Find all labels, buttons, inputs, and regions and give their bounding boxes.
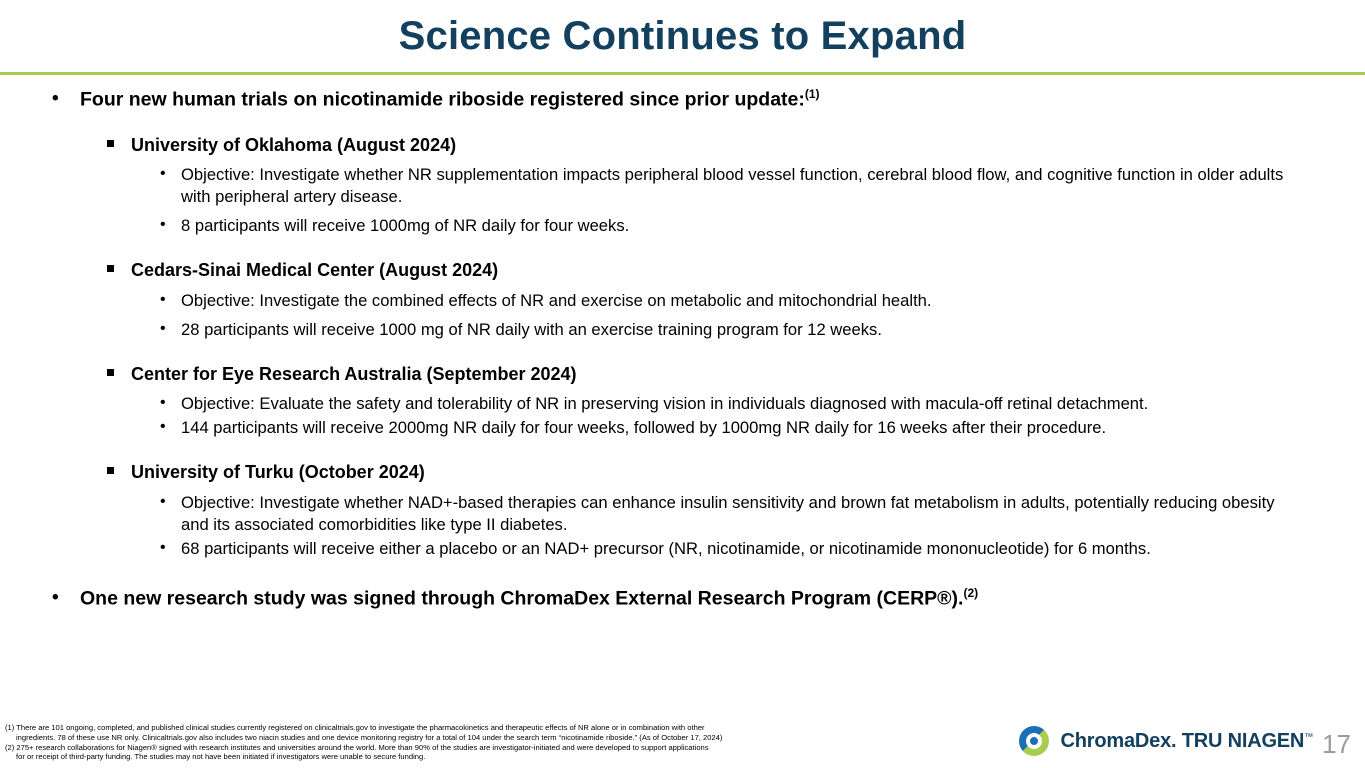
trial-detail-text: 68 participants will receive either a placebo or an NAD+ precursor (NR, nicotinamide, or nicotinamide mononucleotide) for 6 months. xyxy=(181,539,1151,558)
bullet-dot-icon: • xyxy=(160,539,166,556)
bullet-dot-icon: • xyxy=(160,319,166,337)
lead-bullet xyxy=(0,87,1365,112)
trial-name xyxy=(0,259,1365,282)
bullet-dot-icon: • xyxy=(160,492,166,510)
footnote-line: for or receipt of third-party funding. The studies may not have been initiated if investigators were unable to secure funding. xyxy=(16,752,426,762)
square-bullet-icon xyxy=(107,369,114,376)
trial-name xyxy=(0,461,1365,484)
product-name: TRU NIAGEN xyxy=(1181,729,1305,752)
trial-detail-text: Objective: Investigate whether NR supplementation impacts peripheral blood vessel function, cerebral blood flow, and cognitive function in older adults with peripheral artery disease. xyxy=(181,165,1284,207)
page-number: 17 xyxy=(1322,729,1351,759)
lead-footnote-ref: (1) xyxy=(804,87,820,101)
trial-name-text: Center for Eye Research Australia (September 2024) xyxy=(131,363,577,384)
trial-name xyxy=(0,363,1365,386)
trial-detail xyxy=(0,164,1365,208)
trial-detail-text: 28 participants will receive 1000 mg of NR daily with an exercise training program for 12 weeks. xyxy=(181,319,882,339)
trial-detail xyxy=(0,417,1365,439)
bullet-dot-icon: • xyxy=(160,418,166,436)
trial-detail xyxy=(0,538,1365,560)
square-bullet-icon xyxy=(107,467,114,474)
trial-group xyxy=(0,134,1365,238)
bullet-dot-icon: • xyxy=(160,290,166,308)
trademark-mark: ™ xyxy=(1304,730,1313,741)
closing-bullet-text: One new research study was signed through ChromaDex External Research Program (CERP®). xyxy=(80,587,964,610)
trial-detail-text: 8 participants will receive 1000mg of NR daily for four weeks. xyxy=(181,216,630,236)
bullet-dot-icon: • xyxy=(160,165,166,183)
square-bullet-icon xyxy=(107,265,114,272)
bullet-dot-icon: • xyxy=(52,88,59,109)
trial-group xyxy=(0,363,1365,440)
footnote-line: (2) 275+ research collaborations for Niagen® signed with research institutes and universities around the world. More than 90% of the studies are investigator-initiated and were developed to support applications xyxy=(5,742,709,752)
footnote-line: ingredients. 78 of these use NR only. Clinicaltrials.gov also includes two niacin studies and one device monitoring registry for a total of 104 under the search term “nicotinamide riboside.” (As of October 17, 2024) xyxy=(16,732,723,742)
trial-detail-text: Objective: Evaluate the safety and tolerability of NR in preserving vision in individuals diagnosed with macula-off retinal detachment. xyxy=(181,394,1149,414)
trial-group xyxy=(0,259,1365,341)
bullet-dot-icon: • xyxy=(160,394,166,412)
closing-footnote-ref: (2) xyxy=(963,586,979,601)
slide-body xyxy=(0,82,1365,611)
bullet-dot-icon: • xyxy=(160,216,166,234)
trial-detail xyxy=(0,393,1365,415)
trial-name-text: University of Oklahoma (August 2024) xyxy=(131,134,457,155)
page-title: Science Continues to Expand xyxy=(398,14,967,58)
trial-detail-text: 144 participants will receive 2000mg NR daily for four weeks, followed by 1000mg NR daily for 16 weeks after their procedure. xyxy=(181,418,1107,438)
square-bullet-icon xyxy=(107,140,114,147)
chromadex-logo-icon xyxy=(1019,726,1049,756)
brand-name: ChromaDex xyxy=(1060,729,1172,752)
trial-name xyxy=(0,134,1365,157)
trial-name-text: University of Turku (October 2024) xyxy=(131,462,425,483)
trial-detail xyxy=(0,290,1365,312)
trial-detail-text: Objective: Investigate the combined effects of NR and exercise on metabolic and mitochondrial health. xyxy=(181,290,932,310)
lead-bullet-text: Four new human trials on nicotinamide riboside registered since prior update: xyxy=(80,88,805,111)
trial-detail xyxy=(0,215,1365,237)
brand-logo-text xyxy=(1061,730,1313,753)
trial-detail xyxy=(0,319,1365,341)
trial-detail xyxy=(0,492,1365,536)
bullet-dot-icon: • xyxy=(52,587,59,609)
title-divider xyxy=(0,72,1365,75)
brand-logo xyxy=(1019,726,1313,756)
footnote-line: (1) There are 101 ongoing, completed, and published clinical studies currently registered on clinicaltrials.gov to investigate the pharmacokinetics and therapeutic effects of NR alone or in combination with other xyxy=(5,723,705,733)
footnotes xyxy=(5,723,805,762)
trial-detail-text: Objective: Investigate whether NAD+-based therapies can enhance insulin sensitivity and brown fat metabolism in adults, potentially reducing obesity and its associated comorbidities like type II diabetes. xyxy=(181,492,1275,534)
trial-name-text: Cedars-Sinai Medical Center (August 2024) xyxy=(131,260,499,281)
closing-bullet xyxy=(0,586,1365,611)
trial-group xyxy=(0,461,1365,560)
brand-separator: . xyxy=(1171,729,1177,752)
